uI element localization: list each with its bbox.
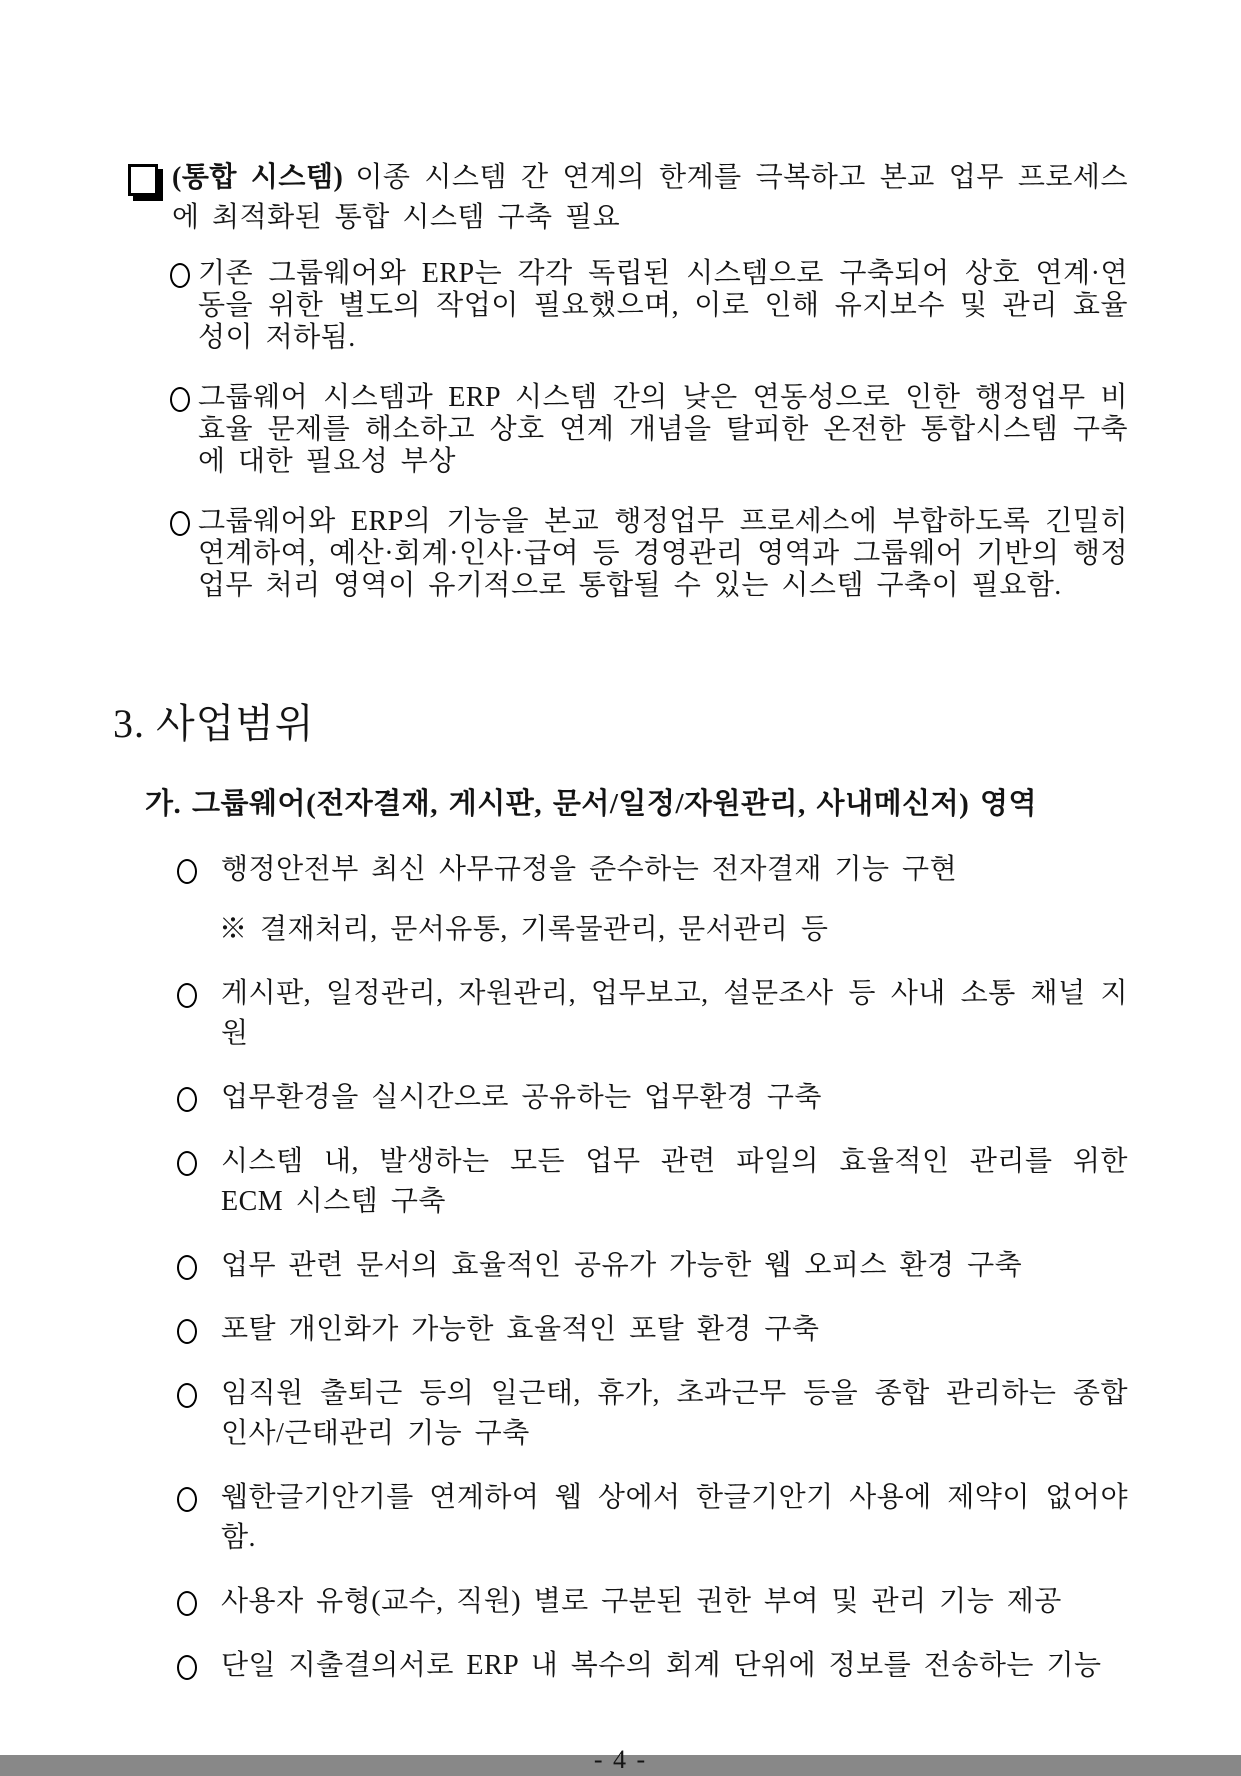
scope-bullet [177, 1582, 1128, 1622]
checkbox-icon [128, 164, 158, 196]
overview-heading-item [128, 158, 1128, 238]
overview-bullet-text: 그룹웨어 시스템과 ERP 시스템 간의 낮은 연동성으로 인한 행정업무 비효율 문제를 해소하고 상호 연계 개념을 탈피한 온전한 통합시스템 구축에 대한 필요성 부상 [198, 382, 1128, 477]
circle-bullet-icon [177, 1087, 197, 1112]
circle-bullet-icon [177, 1591, 197, 1616]
overview-bullet [170, 506, 1128, 602]
overview-bullet [170, 258, 1128, 354]
scope-bullet [177, 850, 1128, 890]
circle-bullet-icon [170, 263, 190, 288]
circle-bullet-icon [177, 1151, 197, 1176]
circle-bullet-icon [177, 1487, 197, 1512]
scope-bullet-text: 게시판, 일정관리, 자원관리, 업무보고, 설문조사 등 사내 소통 채널 지원 [221, 978, 1128, 1049]
scope-bullet-text: 단일 지출결의서로 ERP 내 복수의 회계 단위에 정보를 전송하는 기능 [221, 1650, 1102, 1681]
scope-bullet-text: 웹한글기안기를 연계하여 웹 상에서 한글기안기 사용에 제약이 없어야 함. [221, 1482, 1128, 1553]
overview-bullet-text: 그룹웨어와 ERP의 기능을 본교 행정업무 프로세스에 부합하도록 긴밀히 연계하여, 예산·회계·인사·급여 등 경영관리 영역과 그룹웨어 기반의 행정업무 처리 영역이 유기적으로 통합될 수 있는 시스템 구축이 필요함. [198, 506, 1128, 601]
scope-bullet-text: 포탈 개인화가 가능한 효율적인 포탈 환경 구축 [221, 1314, 820, 1345]
scope-bullet-text: 사용자 유형(교수, 직원) 별로 구분된 권한 부여 및 관리 기능 제공 [221, 1586, 1062, 1617]
scope-bullet [177, 1142, 1128, 1222]
circle-bullet-icon [177, 1383, 197, 1408]
scope-bullet [177, 1246, 1128, 1286]
circle-bullet-icon [177, 859, 197, 884]
circle-bullet-icon [177, 1319, 197, 1344]
circle-bullet-icon [177, 1655, 197, 1680]
section-heading: 3. 사업범위 [113, 701, 315, 746]
overview-heading-body: 이종 시스템 간 연계의 한계를 극복하고 본교 업무 프로세스에 최적화된 통합 시스템 구축 필요 [172, 162, 1129, 233]
scope-bullet-note: ※ 결재처리, 문서유통, 기록물관리, 문서관리 등 [219, 914, 829, 945]
scope-bullet [177, 1374, 1128, 1454]
scope-bullet [177, 974, 1128, 1054]
page-number: - 4 - [593, 1745, 648, 1774]
scope-bullet-list [0, 822, 1241, 1686]
scope-bullet-text: 행정안전부 최신 사무규정을 준수하는 전자결재 기능 구현 [221, 854, 958, 885]
section-subheading: 가. 그룹웨어(전자결재, 게시판, 문서/일정/자원관리, 사내메신저) 영역 [145, 788, 1038, 820]
overview-bullet [170, 382, 1128, 478]
scope-bullet-text: 업무환경을 실시간으로 공유하는 업무환경 구축 [221, 1082, 822, 1113]
scope-bullet [177, 1078, 1128, 1118]
overview-heading-label: (통합 시스템) [172, 162, 344, 193]
overview-section [0, 0, 1241, 602]
overview-bullet-list [128, 258, 1128, 602]
circle-bullet-icon [177, 1255, 197, 1280]
scope-bullet-text: 시스템 내, 발생하는 모든 업무 관련 파일의 효율적인 관리를 위한 ECM 시스템 구축 [221, 1146, 1128, 1217]
scope-bullet [177, 1646, 1128, 1686]
circle-bullet-icon [170, 387, 190, 412]
scope-bullet-text: 임직원 출퇴근 등의 일근태, 휴가, 초과근무 등을 종합 관리하는 종합 인사/근태관리 기능 구축 [221, 1378, 1128, 1449]
scope-bullet-text: 업무 관련 문서의 효율적인 공유가 가능한 웹 오피스 환경 구축 [221, 1250, 1023, 1281]
scope-bullet [177, 1478, 1128, 1558]
circle-bullet-icon [177, 983, 197, 1008]
overview-heading-text [172, 158, 1128, 238]
scope-bullet [177, 1310, 1128, 1350]
overview-bullet-text: 기존 그룹웨어와 ERP는 각각 독립된 시스템으로 구축되어 상호 연계·연동을 위한 별도의 작업이 필요했으며, 이로 인해 유지보수 및 관리 효율성이 저하됨. [198, 258, 1128, 353]
circle-bullet-icon [170, 511, 190, 536]
